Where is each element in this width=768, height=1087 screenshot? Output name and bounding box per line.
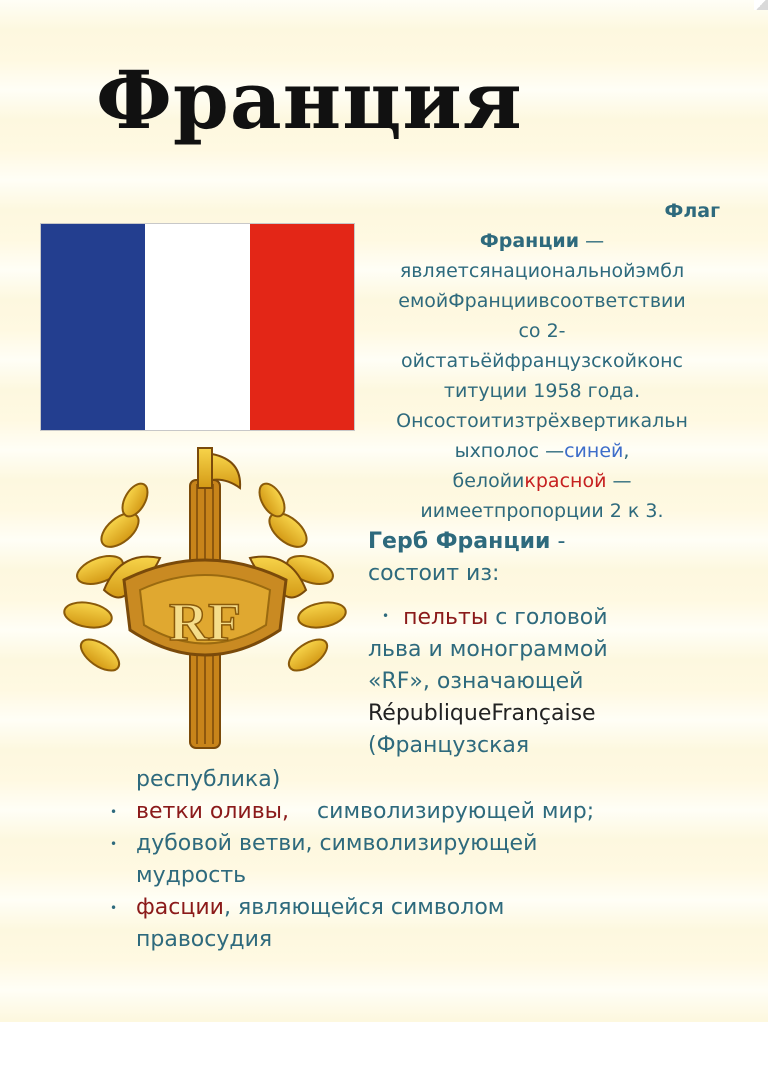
pelta-line-6: республика) [136, 767, 281, 792]
fasces-line-2: правосудия [136, 927, 273, 952]
flag-of-france [40, 223, 355, 431]
page-title: Франция [96, 53, 523, 147]
rf-monogram: RF [169, 592, 241, 652]
pelta-line-2: льва и монограммой [368, 637, 608, 662]
flag-blue-stripe [41, 224, 145, 430]
flag-heading-word: Флаг [664, 200, 720, 222]
flag-line-2 [364, 226, 720, 256]
flag-heading-dash: — [579, 230, 605, 252]
list-item-pelta [368, 600, 728, 634]
flag-line-8: Онсостоитизтрёхвертикальн [396, 410, 688, 432]
bullet-icon: • [382, 609, 390, 623]
flag-line-10-text: белойи [452, 470, 525, 492]
pelta-text: с головой [488, 605, 608, 630]
flag-red-stripe [250, 224, 354, 430]
bullet-icon: • [110, 837, 118, 851]
bullet-icon: • [110, 901, 118, 915]
fasces-term: фасции [136, 895, 224, 920]
list-item-olive [96, 796, 756, 828]
coat-list-continued [96, 764, 756, 956]
red-color-word: красной [524, 470, 607, 492]
blue-color-word: синей [564, 440, 624, 462]
olive-term: ветки оливы, [136, 799, 290, 824]
coat-of-arms-emblem [60, 440, 350, 758]
flag-line-6: ойстатьёйфранцузскойконс [401, 350, 683, 372]
list-item-oak [96, 828, 756, 860]
page-corner-fold [754, 0, 768, 10]
flag-line-4: емойФранциивсоответствии [398, 290, 686, 312]
pelta-term: пельты [403, 605, 489, 630]
olive-text: символизирующей мир; [317, 799, 595, 824]
coat-consists-line: состоит из: [368, 561, 500, 586]
oak-line-2: мудрость [136, 863, 247, 888]
flag-line-3: являетсянациональнойэмбл [399, 260, 685, 282]
coat-description [368, 526, 728, 762]
flag-line-7: титуции 1958 года. [443, 380, 641, 402]
flag-line-5: со 2- [518, 320, 566, 342]
coat-heading-line [368, 526, 728, 558]
pelta-line-4: RépubliqueFrançaise [368, 701, 596, 726]
pelta-line-5: (Французская [368, 733, 530, 758]
flag-heading-word-2: Франции [479, 230, 580, 252]
flag-heading-line [364, 196, 720, 226]
flag-line-9-comma: , [623, 440, 630, 462]
oak-text: дубовой ветви, символизирующей [136, 831, 538, 856]
coat-heading: Герб Франции [368, 529, 551, 554]
flag-line-10-dash: — [606, 470, 632, 492]
coat-heading-dash: - [550, 529, 566, 554]
flag-line-11: иимеетпропорции 2 к 3. [420, 500, 664, 522]
flag-white-stripe [145, 224, 249, 430]
list-item-fasces [96, 892, 756, 924]
flag-line-9 [364, 436, 720, 466]
pelta-line-3: «RF», означающей [368, 669, 584, 694]
flag-line-10 [364, 466, 720, 496]
flag-line-9-text: ыхполос — [454, 440, 565, 462]
bullet-icon: • [110, 805, 118, 819]
fasces-text: , являющейся символом [223, 895, 505, 920]
flag-description [364, 196, 720, 526]
